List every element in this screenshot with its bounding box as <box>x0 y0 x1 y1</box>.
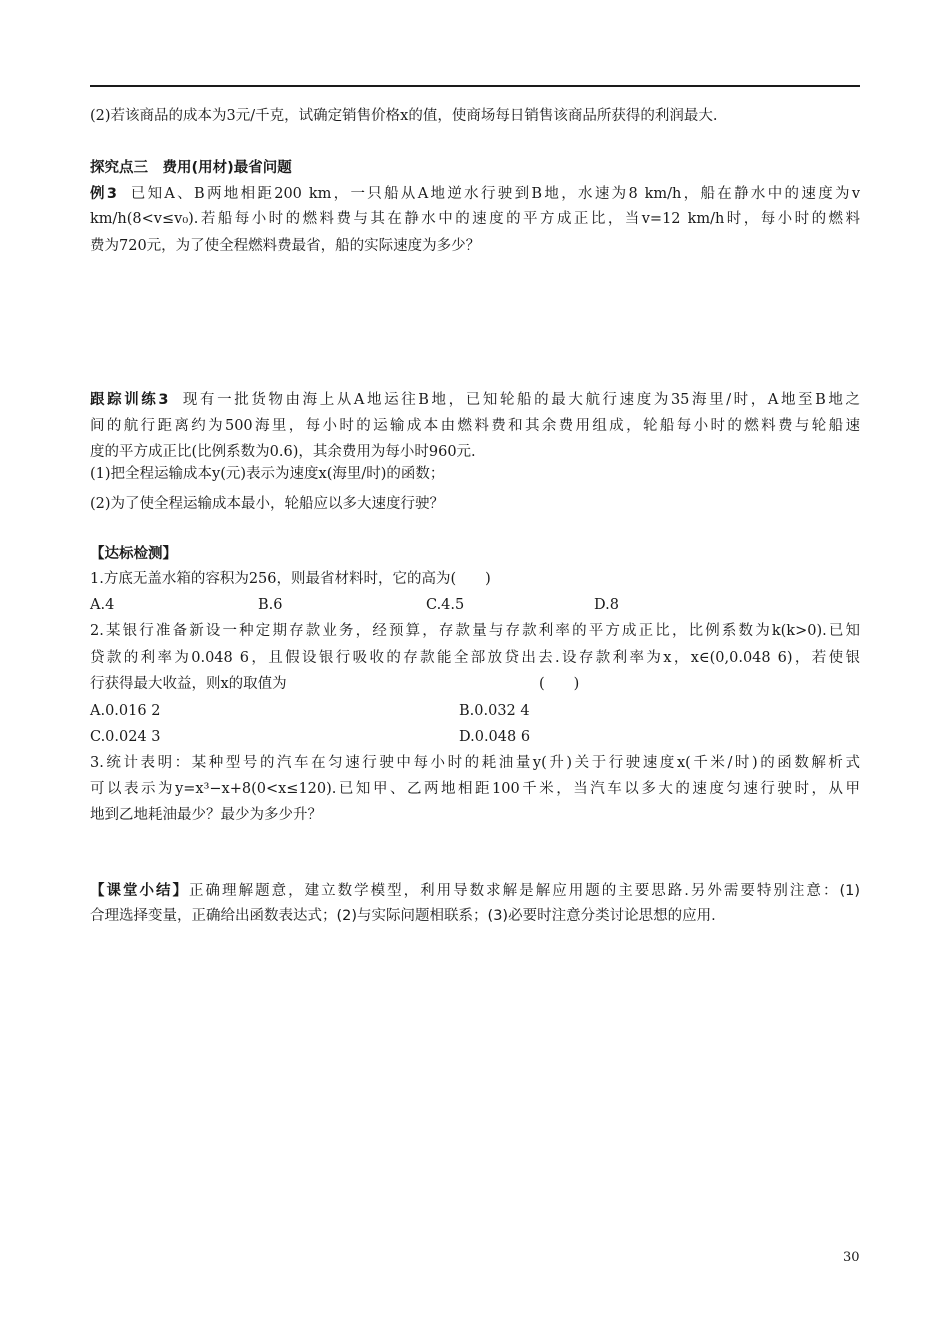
check-q2-line3: 行获得最大收益，则x的取值为 <box>90 676 287 692</box>
page-number: 30 <box>843 1250 860 1265</box>
example3-line3: 费为720元，为了使全程燃料费最省，船的实际速度为多少？ <box>90 238 481 254</box>
header-rule <box>90 85 860 87</box>
q2-option-d: D.0.048 6 <box>459 729 531 745</box>
part2-question: (2)若该商品的成本为3元/千克，试确定销售价格x的值，使商场每日销售该商品所获得的利润最大. <box>90 108 718 124</box>
practice3-line2: 间的航行距离约为500海里，每小时的运输成本由燃料费和其余费用组成，轮船每小时的燃料费与轮船速 <box>90 418 860 434</box>
example3-text1: 已知A、B两地相距200 km，一只船从A地逆水行驶到B地，水速为8 km/h，船在静水中的速度为v <box>130 186 861 202</box>
q2-option-b: B.0.032 4 <box>459 703 530 719</box>
q1-option-b: B.6 <box>258 597 283 613</box>
check-q1: 1.方底无盖水箱的容积为256，则最省材料时，它的高为( ) <box>90 571 491 587</box>
summary-label: 【课堂小结】 <box>90 883 190 899</box>
example3-line2: km/h(8<v≤v₀).若船每小时的燃料费与其在静水中的速度的平方成正比，当v=12 km/h时，每小时的燃料 <box>90 211 860 227</box>
check-q3-line1: 3.统计表明：某种型号的汽车在匀速行驶中每小时的耗油量y(升)关于行驶速度x(千米/时)的函数解析式 <box>90 755 860 771</box>
check-q3-line3: 地到乙地耗油最少？最少为多少升？ <box>90 807 322 823</box>
check-title: 【达标检测】 <box>90 546 177 562</box>
example3-line1 <box>90 184 860 204</box>
check-q2-answer-paren: ( ) <box>539 676 580 692</box>
q1-option-d: D.8 <box>594 597 619 613</box>
check-q3-line2: 可以表示为y=x³−x+8(0<x≤120).已知甲、乙两地相距100千米，当汽车以多大的速度匀速行驶时，从甲 <box>90 781 860 797</box>
practice3-q1: (1)把全程运输成本y(元)表示为速度x(海里/时)的函数； <box>90 466 445 482</box>
q2-option-c: C.0.024 3 <box>90 729 161 745</box>
q1-option-c: C.4.5 <box>426 597 465 613</box>
check-q2-line2: 贷款的利率为0.048 6，且假设银行吸收的存款能全部放贷出去.设存款利率为x，x∈(0,0.048 6)，若使银 <box>90 650 860 666</box>
check-q2-line1: 2.某银行准备新设一种定期存款业务，经预算，存款量与存款利率的平方成正比，比例系数为k(k>0).已知 <box>90 623 860 639</box>
q2-option-a: A.0.016 2 <box>90 703 161 719</box>
practice3-label: 跟踪训练3 <box>90 392 169 408</box>
example3-label: 例3 <box>90 186 117 202</box>
practice3-q2: (2)为了使全程运输成本最小，轮船应以多大速度行驶？ <box>90 496 445 512</box>
summary-line2: 合理选择变量，正确给出函数表达式；(2)与实际问题相联系；(3)必要时注意分类讨论思想的应用. <box>90 908 716 924</box>
summary-text1: 正确理解题意，建立数学模型，利用导数求解是解应用题的主要思路.另外需要特别注意：(1) <box>189 883 860 899</box>
practice3-text1: 现有一批货物由海上从A地运往B地，已知轮船的最大航行速度为35海里/时，A地至B地之 <box>182 392 861 408</box>
practice3-line3: 度的平方成正比(比例系数为0.6)，其余费用为每小时960元. <box>90 444 476 460</box>
q1-option-a: A.4 <box>90 597 115 613</box>
summary-line1 <box>90 881 860 901</box>
section3-title: 探究点三 费用(用材)最省问题 <box>90 160 292 176</box>
practice3-line1 <box>90 390 860 410</box>
